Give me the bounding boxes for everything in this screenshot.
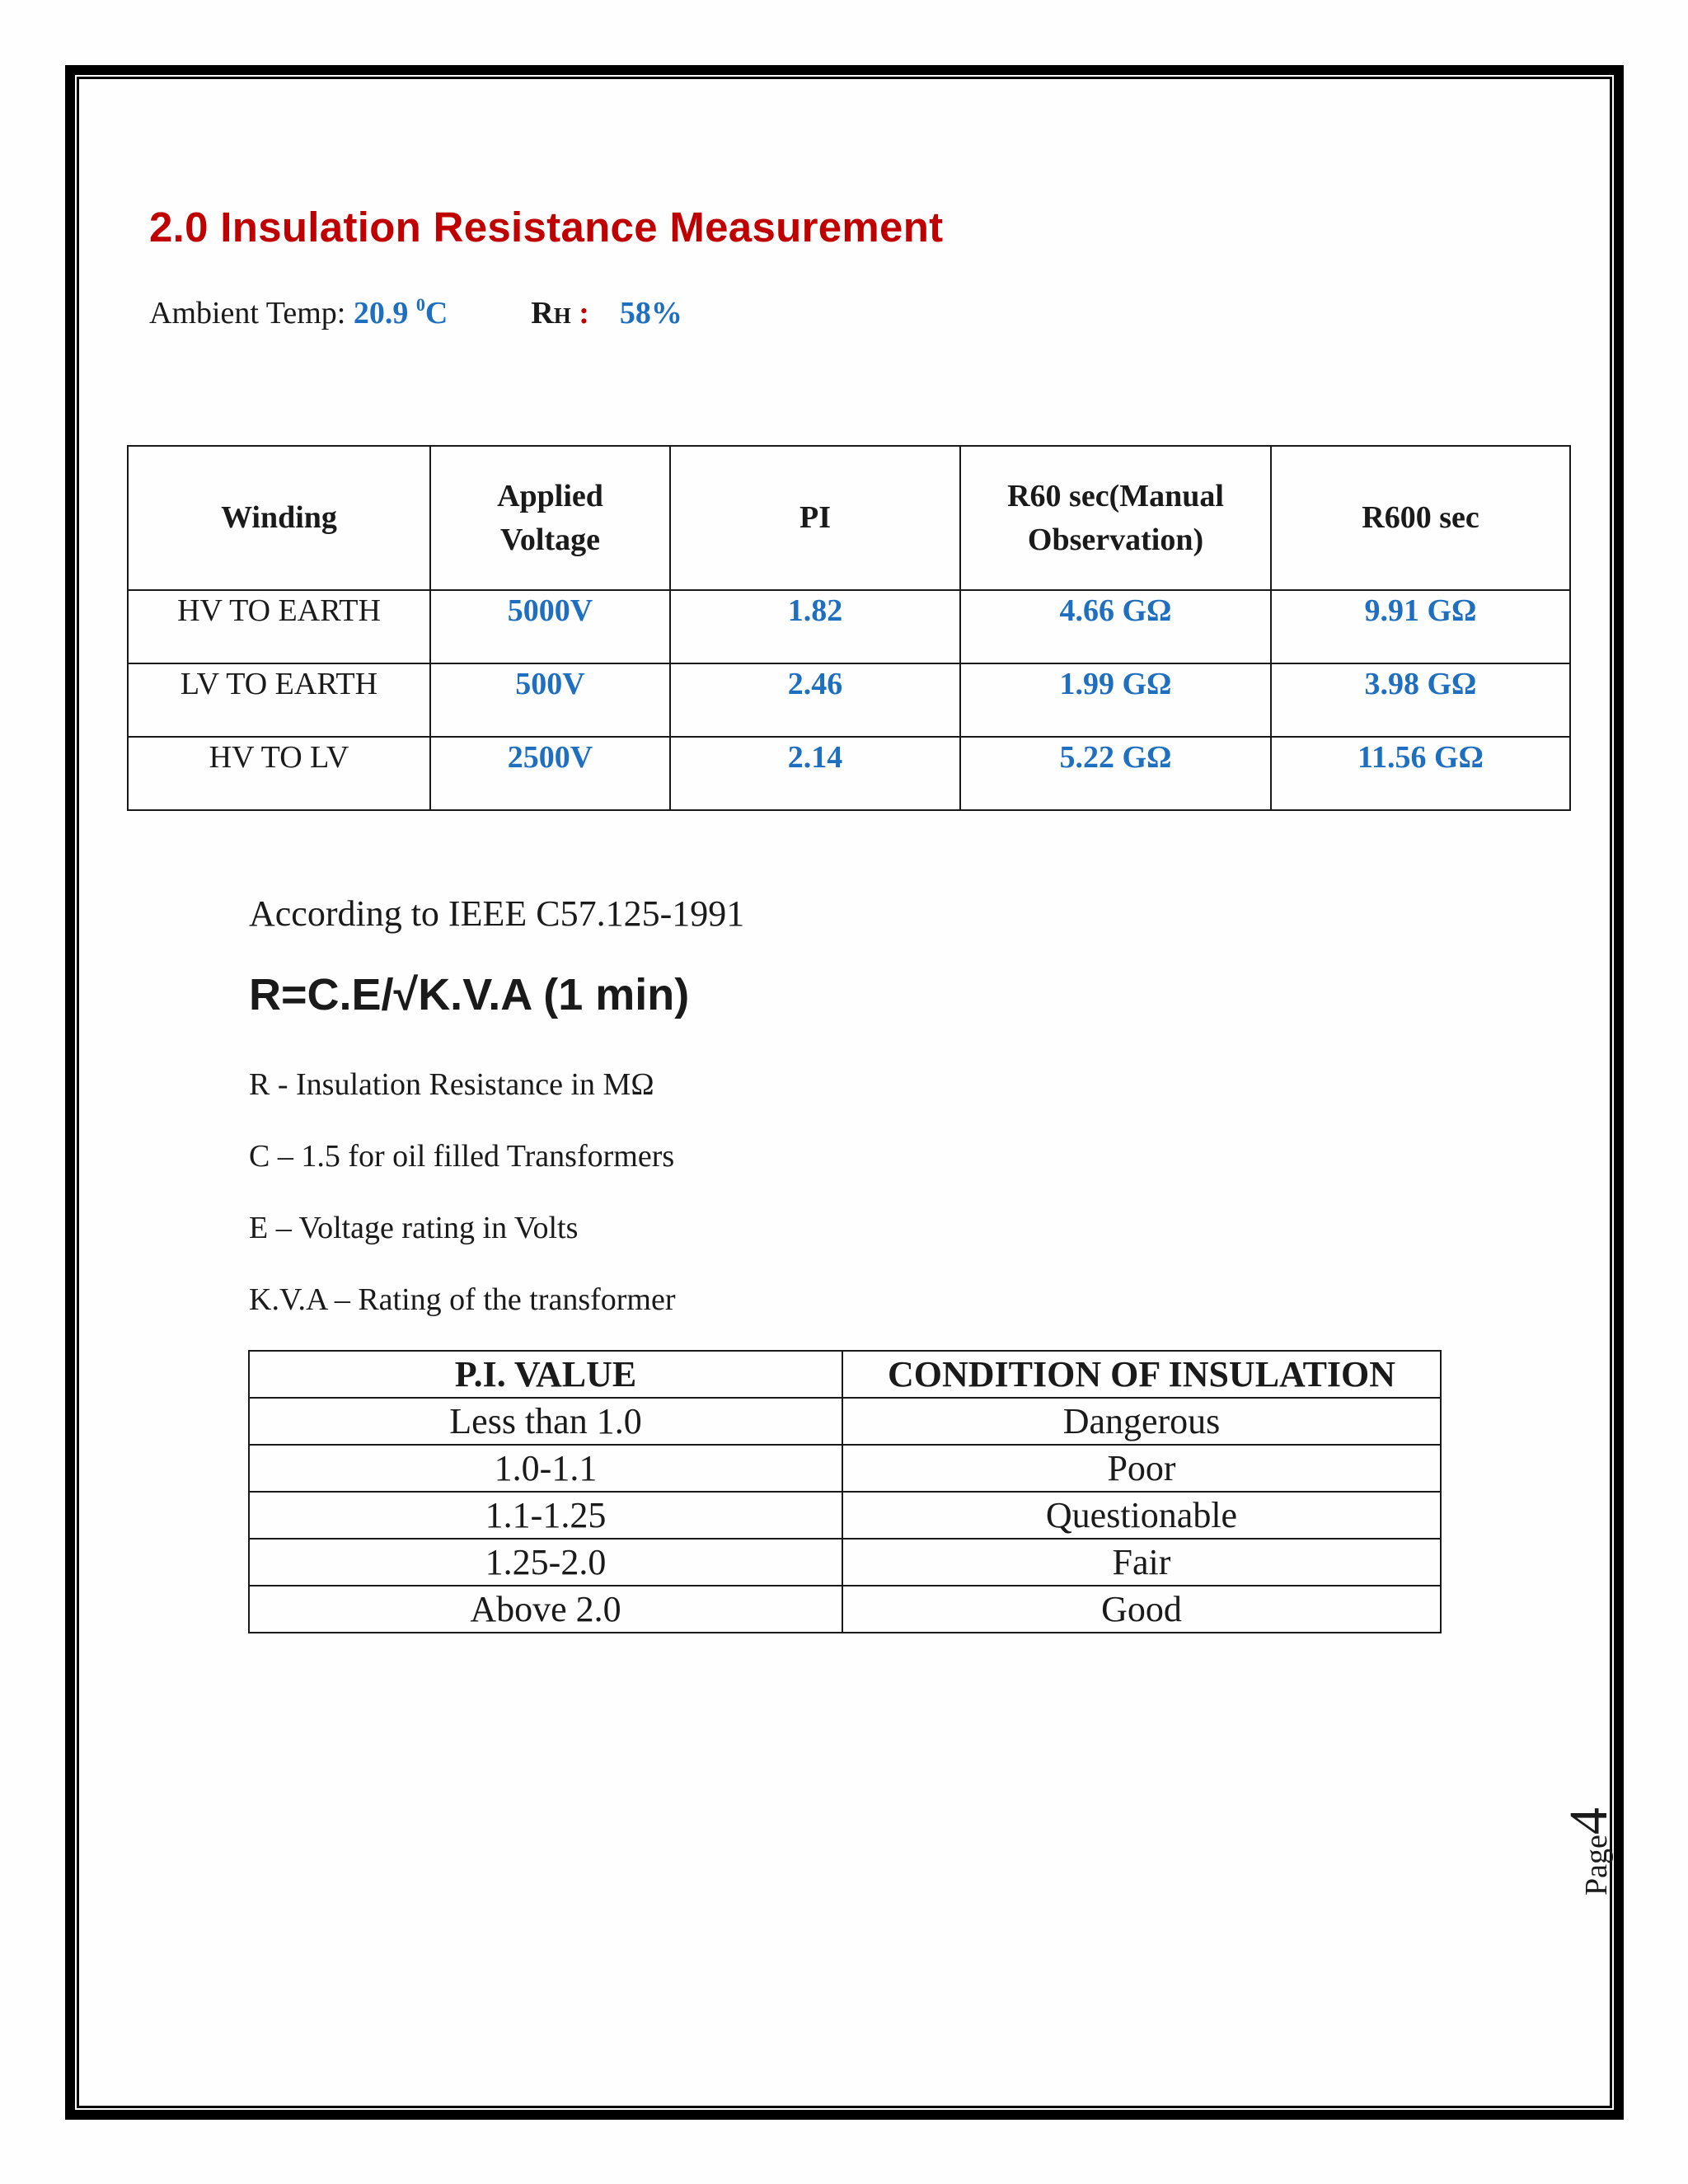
r600-cell: 9.91 GΩ	[1271, 590, 1570, 663]
definition-item: K.V.A – Rating of the transformer	[249, 1282, 676, 1317]
section-title: 2.0 Insulation Resistance Measurement	[149, 204, 944, 251]
winding-cell: HV TO LV	[128, 737, 430, 810]
definition-item: E – Voltage rating in Volts	[249, 1211, 579, 1245]
col-header-winding: Winding	[128, 446, 430, 590]
col-header-r600: R600 sec	[1271, 446, 1570, 590]
voltage-cell: 500V	[430, 663, 670, 737]
r60-cell: 1.99 GΩ	[960, 663, 1271, 737]
col-header-r60: R60 sec(Manual Observation)	[960, 446, 1271, 590]
page-label: Page	[1579, 1835, 1614, 1896]
voltage-cell: 5000V	[430, 590, 670, 663]
page-number-value: 4	[1559, 1807, 1619, 1835]
ambient-conditions	[149, 294, 682, 331]
rh-value: 58%	[619, 296, 682, 330]
page-number	[1558, 1807, 1620, 1896]
condition-cell: Poor	[842, 1445, 1441, 1492]
formula: R=C.E/√K.V.A (1 min)	[249, 970, 690, 1019]
voltage-cell: 2500V	[430, 737, 670, 810]
pi-cell: 2.14	[670, 737, 960, 810]
col-header-pi: PI	[670, 446, 960, 590]
pi-condition-table	[248, 1350, 1442, 1633]
pi-range-cell: 1.1-1.25	[249, 1492, 842, 1539]
winding-cell: HV TO EARTH	[128, 590, 430, 663]
condition-cell: Fair	[842, 1539, 1441, 1586]
pi-range-cell: Less than 1.0	[249, 1398, 842, 1445]
definition-item: C – 1.5 for oil filled Transformers	[249, 1139, 675, 1174]
r600-cell: 3.98 GΩ	[1271, 663, 1570, 737]
condition-cell: Good	[842, 1586, 1441, 1633]
table-header-row	[249, 1351, 1441, 1398]
pi-cell: 2.46	[670, 663, 960, 737]
table-row	[249, 1445, 1441, 1492]
degree-superscript: 0	[415, 294, 425, 315]
pi-range-cell: 1.25-2.0	[249, 1539, 842, 1586]
table-row	[249, 1492, 1441, 1539]
table-row	[249, 1539, 1441, 1586]
pi-range-cell: 1.0-1.1	[249, 1445, 842, 1492]
table-row	[128, 590, 1570, 663]
ambient-temp-value: 20.9 $^0$C	[353, 294, 448, 330]
standard-reference: According to IEEE C57.125-1991	[249, 893, 745, 934]
ambient-temp-label: Ambient Temp:	[149, 296, 354, 330]
table-row	[128, 737, 1570, 810]
winding-cell: LV TO EARTH	[128, 663, 430, 737]
col-header-applied-voltage: Applied Voltage	[430, 446, 670, 590]
rh-label: RH :	[531, 296, 589, 330]
r60-cell: 5.22 GΩ	[960, 737, 1271, 810]
insulation-resistance-table	[127, 445, 1571, 811]
col-header-condition: CONDITION OF INSULATION	[842, 1351, 1441, 1398]
col-header-pi-value: P.I. VALUE	[249, 1351, 842, 1398]
r60-cell: 4.66 GΩ	[960, 590, 1271, 663]
r600-cell: 11.56 GΩ	[1271, 737, 1570, 810]
condition-cell: Questionable	[842, 1492, 1441, 1539]
pi-range-cell: Above 2.0	[249, 1586, 842, 1633]
table-header-row	[128, 446, 1570, 590]
definition-item: R - Insulation Resistance in MΩ	[249, 1067, 654, 1102]
table-row	[249, 1586, 1441, 1633]
pi-cell: 1.82	[670, 590, 960, 663]
table-row	[249, 1398, 1441, 1445]
formula-definitions	[249, 1066, 676, 1353]
table-row	[128, 663, 1570, 737]
condition-cell: Dangerous	[842, 1398, 1441, 1445]
